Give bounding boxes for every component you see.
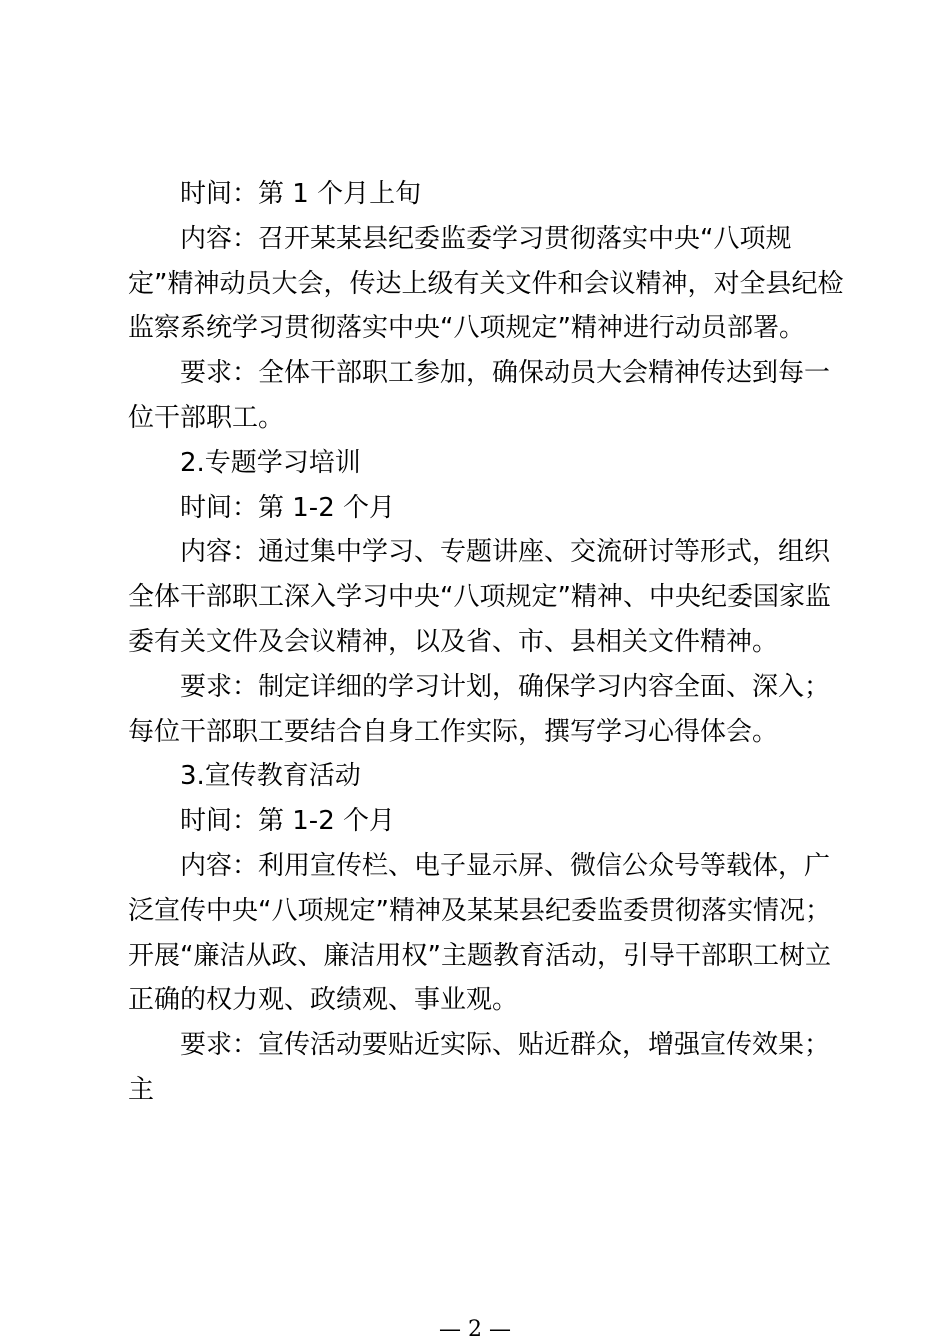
paragraph-line: 要求：全体干部职工参加，确保动员大会精神传达到每一 — [180, 358, 831, 389]
paragraph-line: 时间：第 1-2 个月 — [180, 492, 395, 523]
paragraph-line: 时间：第 1-2 个月 — [180, 806, 395, 837]
paragraph-line: 时间：第 1 个月上旬 — [180, 179, 422, 209]
paragraph-line: 正确的权力观、政绩观、事业观。 — [128, 985, 519, 1016]
paragraph-line: 内容：召开某某县纪委监委学习贯彻落实中央“八项规 — [180, 223, 792, 254]
paragraph-line: 委有关文件及会议精神，以及省、市、县相关文件精神。 — [128, 626, 779, 657]
paragraph-line: 主 — [128, 1074, 155, 1105]
paragraph-line: 每位干部职工要结合自身工作实际，撰写学习心得体会。 — [128, 716, 779, 747]
paragraph-line: 全体干部职工深入学习中央“八项规定”精神、中央纪委国家监 — [128, 582, 831, 613]
paragraph-line: 泛宣传中央“八项规定”精神及某某县纪委监委贯彻落实情况； — [128, 895, 831, 926]
paragraph-line: 要求：宣传活动要贴近实际、贴近群众，增强宣传效果； — [180, 1030, 831, 1061]
section-heading: 3.宣传教育活动 — [180, 761, 361, 792]
paragraph-line: 开展“廉洁从政、廉洁用权”主题教育活动，引导干部职工树立 — [128, 940, 831, 971]
paragraph-line: 位干部职工。 — [128, 402, 285, 433]
document-body — [128, 172, 844, 1113]
paragraph-line: 要求：制定详细的学习计划，确保学习内容全面、深入； — [180, 671, 831, 702]
section-heading: 2.专题学习培训 — [180, 447, 361, 478]
paragraph-line: 定”精神动员大会，传达上级有关文件和会议精神，对全县纪检 — [128, 268, 844, 299]
paragraph-line: 内容：通过集中学习、专题讲座、交流研讨等形式，组织 — [180, 537, 831, 568]
paragraph-line: 内容：利用宣传栏、电子显示屏、微信公众号等载体，广 — [180, 850, 831, 881]
paragraph-line: 监察系统学习贯彻落实中央“八项规定”精神进行动员部署。 — [128, 313, 805, 344]
page-number: — 2 — — [439, 1317, 511, 1342]
